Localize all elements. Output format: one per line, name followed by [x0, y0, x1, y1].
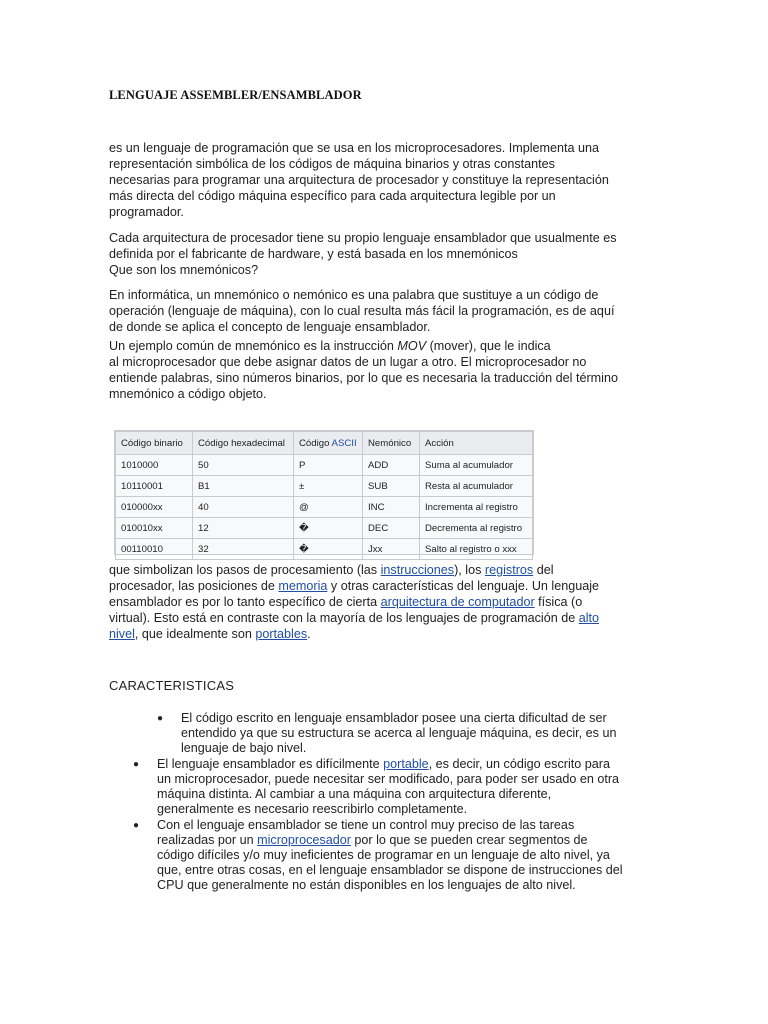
bullet-icon: ● — [133, 759, 140, 770]
bullet-icon: ● — [133, 820, 140, 831]
table-row: 010000xx 40 @ INC Incrementa al registro — [116, 497, 533, 518]
paragraph-mov-example: Un ejemplo común de mnemónico es la instrucción MOV (mover), que le indica al microprocesador que debe asignar datos de un lugar a otro. El microprocesador no entiende palabras, sino números binarios, por lo que es necesaria la traducción del término mnemónico a código objeto. — [109, 339, 618, 401]
table-row: 00110010 32 � Jxx Salto al registro o xxx — [116, 539, 533, 560]
mov-keyword: MOV — [397, 339, 427, 353]
link-portables[interactable]: portables — [255, 627, 308, 641]
link-instrucciones[interactable]: instrucciones — [380, 563, 455, 577]
paragraph-mnemonic-definition: En informática, un mnemónico o nemónico es una palabra que sustituye a un código de operación (lenguaje de máquina), con lo cual resulta más fácil la programación, es de aquí de donde se aplica el concepto de lenguaje ensamblador. — [109, 288, 615, 334]
link-microprocesador[interactable]: microprocesador — [257, 833, 351, 847]
paragraph-intro: es un lenguaje de programación que se usa en los microprocesadores. Implementa una representación simbólica de los códigos de máquina binarios y otras constantes necesarias para programar una arquitectura de procesador y constituye la representación más directa del código máquina específico para cada arquitectura legible por un programador. — [109, 141, 609, 219]
mnemonic-table — [114, 430, 534, 555]
header-ascii: Código ASCII — [294, 432, 363, 455]
section-heading-caracteristicas: CARACTERISTICAS — [109, 678, 235, 693]
table-row: 010010xx 12 � DEC Decrementa al registro — [116, 518, 533, 539]
link-portable[interactable]: portable — [383, 757, 429, 771]
link-alto[interactable]: alto — [578, 611, 600, 625]
ascii-link[interactable]: ASCII — [331, 437, 357, 449]
link-arquitectura-de-computador[interactable]: arquitectura de computador — [380, 595, 535, 609]
link-memoria[interactable]: memoria — [278, 579, 328, 593]
table-row: 1010000 50 P ADD Suma al acumulador — [116, 455, 533, 476]
header-hex: Código hexadecimal — [193, 432, 294, 455]
table-row: 10110001 B1 ± SUB Resta al acumulador — [116, 476, 533, 497]
link-registros[interactable]: registros — [484, 563, 534, 577]
paragraph-symbols: que simbolizan los pasos de procesamiento (las instrucciones), los registros del procesador, las posiciones de memoria y otras características del lenguaje. Un lenguaje ensamblador es por lo tanto específico de cierta arquitectura de computador física (o virtual). Esto está en contraste con la mayoría de los lenguajes de programación de alto nivel, que idealmente son portables. — [109, 563, 600, 641]
document-title: LENGUAJE ASSEMBLER/ENSAMBLADOR — [109, 88, 362, 102]
header-binary: Código binario — [116, 432, 193, 455]
document-page: LENGUAJE ASSEMBLER/ENSAMBLADOR es un lenguaje de programación que se usa en los microprocesadores. Implementa una representación simbólica de los códigos de máquina binarios y otras constantes necesarias para programar una arquitectura de procesador y constituye la representación más directa del código máquina específico para cada arquitectura legible por un programador. Cada arquitectura de procesador tiene su propio lenguaje ensamblador que usualmente es definida por el fabricante de hardware, y está basada en los mnemónicos Que son los mnemónicos? En informática, un mnemónico o nemónico es una palabra que sustituye a un código de operación (lenguaje de máquina), con lo cual resulta más fácil la programación, es de aquí de donde se aplica el concepto de lenguaje ensamblador. Un ejemplo común de mnemónico es la instrucción MOV (mover), que le indica al microprocesador que debe asignar datos de un lugar a otro. El microprocesador no entiende palabras, sino números binarios, por lo que es necesaria la traducción del término mnemónico a código objeto. Código binario Código hexadecimal Código ASCII Nemónico Acción 1010000 50 P ADD Suma al acumulador 10110001 B1 ± SUB Resta al acumulador 010000xx 40 @ INC Incrementa al registro 010010xx 12 � DEC Decrementa al registro 00110010 32 � Jxx Salto al registro o xxx que simbolizan los pasos de procesamiento (las instrucciones), los registros del procesador, las posiciones de memoria y otras características del lenguaje. Un lenguaje ensamblador es por lo tanto específico de cierta arquitectura de computador física (o virtual). Esto está en contraste con la mayoría de los lenguajes de programación de alto nivel, que idealmente son portables. CARACTERISTICAS ● El código escrito en lenguaje ensamblador posee una cierta dificultad de ser entendido ya que su estructura se acerca al lenguaje máquina, es decir, es un lenguaje de bajo nivel. ● El lenguaje ensamblador es difícilmente portable, es decir, un código escrito para un microprocesador, puede necesitar ser modificado, para poder ser usado en otra máquina distinta. Al cambiar a una máquina con arquitectura diferente, generalmente es necesario reescribirlo completamente. ● Con el lenguaje ensamblador se tiene un control muy preciso de las tareas realizadas por un microprocesador por lo que se pueden crear segmentos de código difíciles y/o muy ineficientes de programar en un lenguaje de alto nivel, ya que, entre otras cosas, en el lenguaje ensamblador se dispone de instrucciones del CPU que generalmente no están disponibles en los lenguajes de alto nivel. — [0, 0, 768, 1024]
bullet-icon: ● — [157, 713, 164, 724]
link-nivel[interactable]: nivel — [109, 627, 135, 641]
table-header-row — [116, 432, 533, 455]
paragraph-architecture: Cada arquitectura de procesador tiene su propio lenguaje ensamblador que usualmente es definida por el fabricante de hardware, y está basada en los mnemónicos Que son los mnemónicos? — [109, 231, 617, 277]
header-mnemonic: Nemónico — [363, 432, 420, 455]
header-action: Acción — [420, 432, 533, 455]
